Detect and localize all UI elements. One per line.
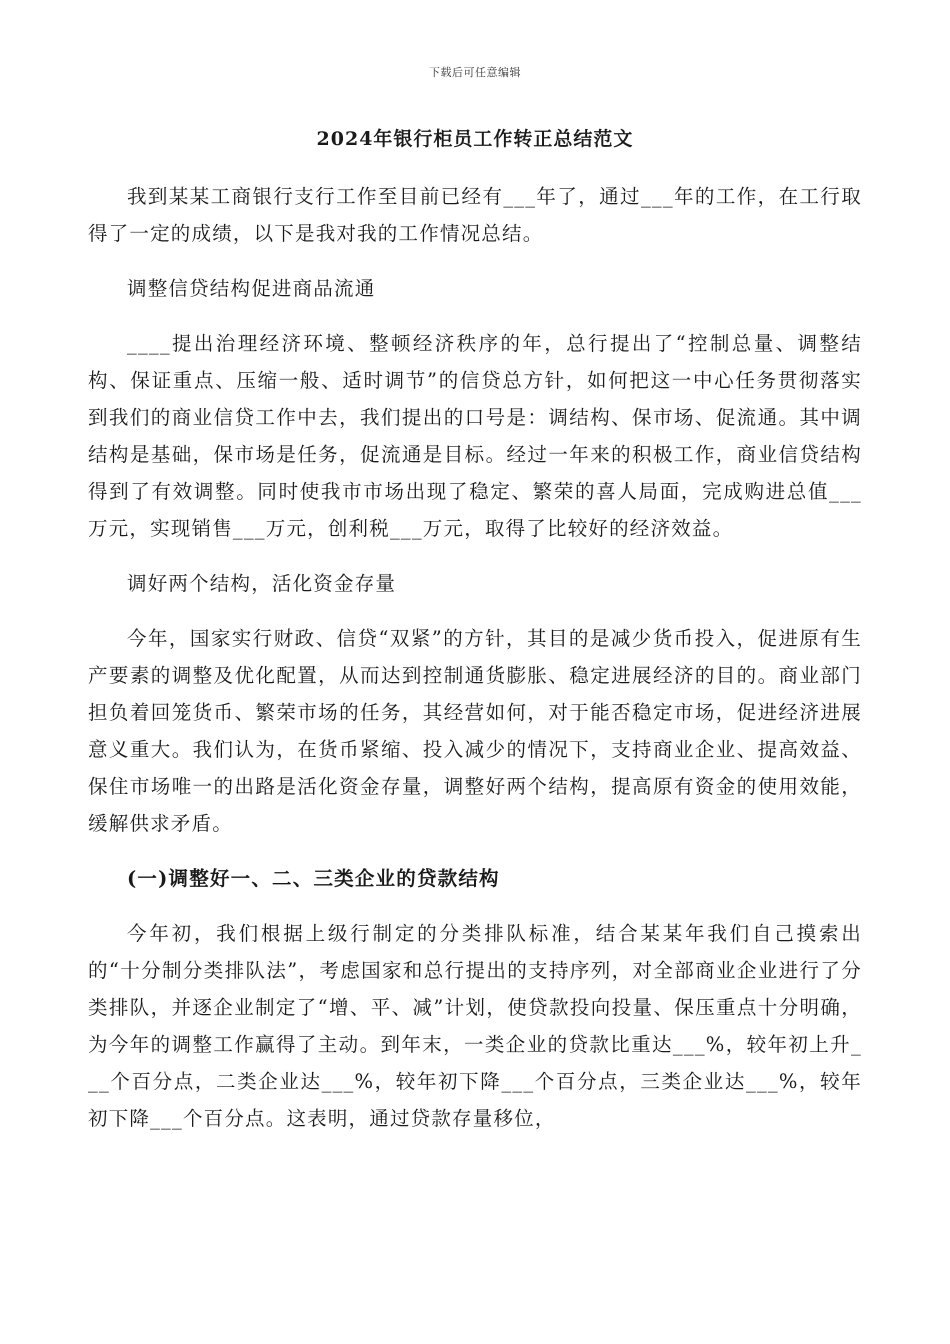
document-body bbox=[88, 178, 862, 1155]
subheading-credit-structure: 调整信贷结构促进商品流通 bbox=[127, 277, 376, 300]
document-title: 2024年银行柜员工作转正总结范文 bbox=[316, 128, 634, 150]
header-note: 下载后可任意编辑 bbox=[429, 66, 521, 79]
paragraph-two-structures: 今年，国家实行财政、信贷“双紧”的方针，其目的是减少货币投入，促进原有生产要素的调整及优化配置，从而达到控制通货膨胀、稳定进展经济的目的。商业部门担负着回笼货币、繁荣市场的任务，其经营如何，对于能否稳定市场，促进经济进展意义重大。我们认为，在货币紧缩、投入减少的情况下，支持商业企业、提高效益、保住市场唯一的出路是活化资金存量，调整好两个结构，提高原有资金的使用效能，缓解供求矛盾。 bbox=[88, 627, 862, 835]
paragraph-credit-structure: ____提出治理经济环境、整顿经济秩序的年，总行提出了“控制总量、调整结构、保证重点、压缩一般、适时调节”的信贷总方针，如何把这一中心任务贯彻落实到我们的商业信贷工作中去，我们提出的口号是：调结构、保市场、促流通。其中调结构是基础，保市场是任务，促流通是目标。经过一年来的积极工作，商业信贷结构得到了有效调整。同时使我市市场出现了稳定、繁荣的喜人局面，完成购进总值___万元，实现销售___万元，创利税___万元，取得了比较好的经济效益。 bbox=[88, 332, 862, 540]
section-heading-loan-structure: (一)调整好一、二、三类企业的贷款结构 bbox=[127, 867, 500, 890]
paragraph-intro: 我到某某工商银行支行工作至目前已经有___年了，通过___年的工作，在工行取得了一定的成绩，以下是我对我的工作情况总结。 bbox=[88, 185, 862, 245]
paragraph-loan-structure: 今年初，我们根据上级行制定的分类排队标准，结合某某年我们自己摸索出的“十分制分类排队法”，考虑国家和总行提出的支持序列，对全部商业企业进行了分类排队，并逐企业制定了“增、平、减”计划，使贷款投向投量、保压重点十分明确，为今年的调整工作赢得了主动。到年末，一类企业的贷款比重达___%，较年初上升___个百分点，二类企业达___%，较年初下降___个百分点，三类企业达___%，较年初下降___个百分点。这表明，通过贷款存量移位， bbox=[88, 922, 862, 1130]
subheading-two-structures: 调好两个结构，活化资金存量 bbox=[127, 572, 397, 595]
